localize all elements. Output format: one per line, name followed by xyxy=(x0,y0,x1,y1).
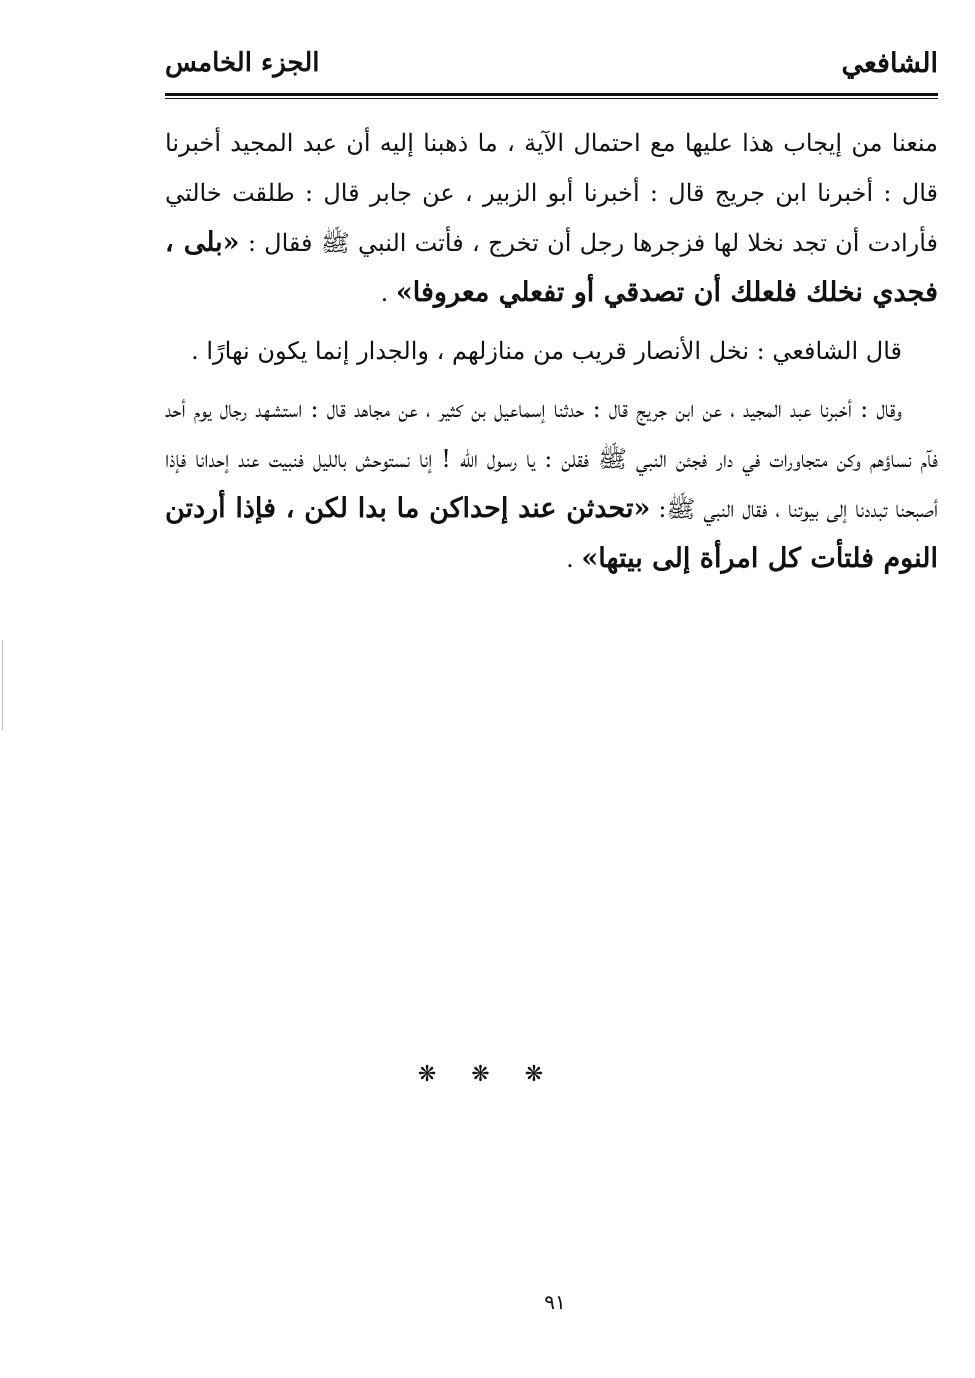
section-separator: ❋ ❋ ❋ xyxy=(417,1062,558,1087)
header-volume-label: الجزء الخامس xyxy=(165,48,320,78)
paragraph-2 xyxy=(165,326,938,376)
header-book-title: الشافعي xyxy=(841,48,938,79)
page-number: ٩١ xyxy=(544,1290,566,1314)
paragraph-3-text: وقال : أخبرنا عبد المجيد ، عن ابن جريج قال : حدثنا إسماعيل بن كثير ، عن مجاهد قال : استشهد رجال يوم أحد فآم نساؤهم وكن متجاورات في دار فجئن النبي ﷺ فقلن : يا رسول الله ! إنا نستوحش بالليل فنبيت عند إحدانا فإذا أصبحنا تبددنا إلى بيوتنا ، فقال النبي ﷺ: xyxy=(165,395,938,523)
body-text xyxy=(165,118,938,584)
paragraph-1 xyxy=(165,118,938,318)
header-rule xyxy=(165,93,938,99)
paragraph-3 xyxy=(165,384,938,584)
paragraph-3-end: . xyxy=(566,545,582,573)
running-header xyxy=(165,48,938,92)
hadith-quote-2: «تحدثن عند إحداكن ما بدا لكن ، فإذا أردتن النوم فلتأت كل امرأة إلى بيتها» xyxy=(165,493,938,574)
paragraph-2-text: قال الشافعي : نخل الأنصار قريب من منازلهم ، والجدار إنما يكون نهارًا . xyxy=(191,337,902,365)
paragraph-1-end: . xyxy=(380,279,396,307)
paragraph-1-text: منعنا من إيجاب هذا عليها مع احتمال الآية ، ما ذهبنا إليه أن عبد المجيد أخبرنا قال : أخبرنا ابن جريج قال : أخبرنا أبو الزبير ، عن جابر قال : طلقت خالتي فأرادت أن تجد نخلا لها فزجرها رجل أن تخرج ، فأتت النبي ﷺ فقال : xyxy=(165,129,938,257)
hadith-quote-1: «بلى ، فجدي نخلك فلعلك أن تصدقي أو تفعلي معروفا» xyxy=(165,227,938,308)
scan-edge-mark xyxy=(2,640,3,730)
